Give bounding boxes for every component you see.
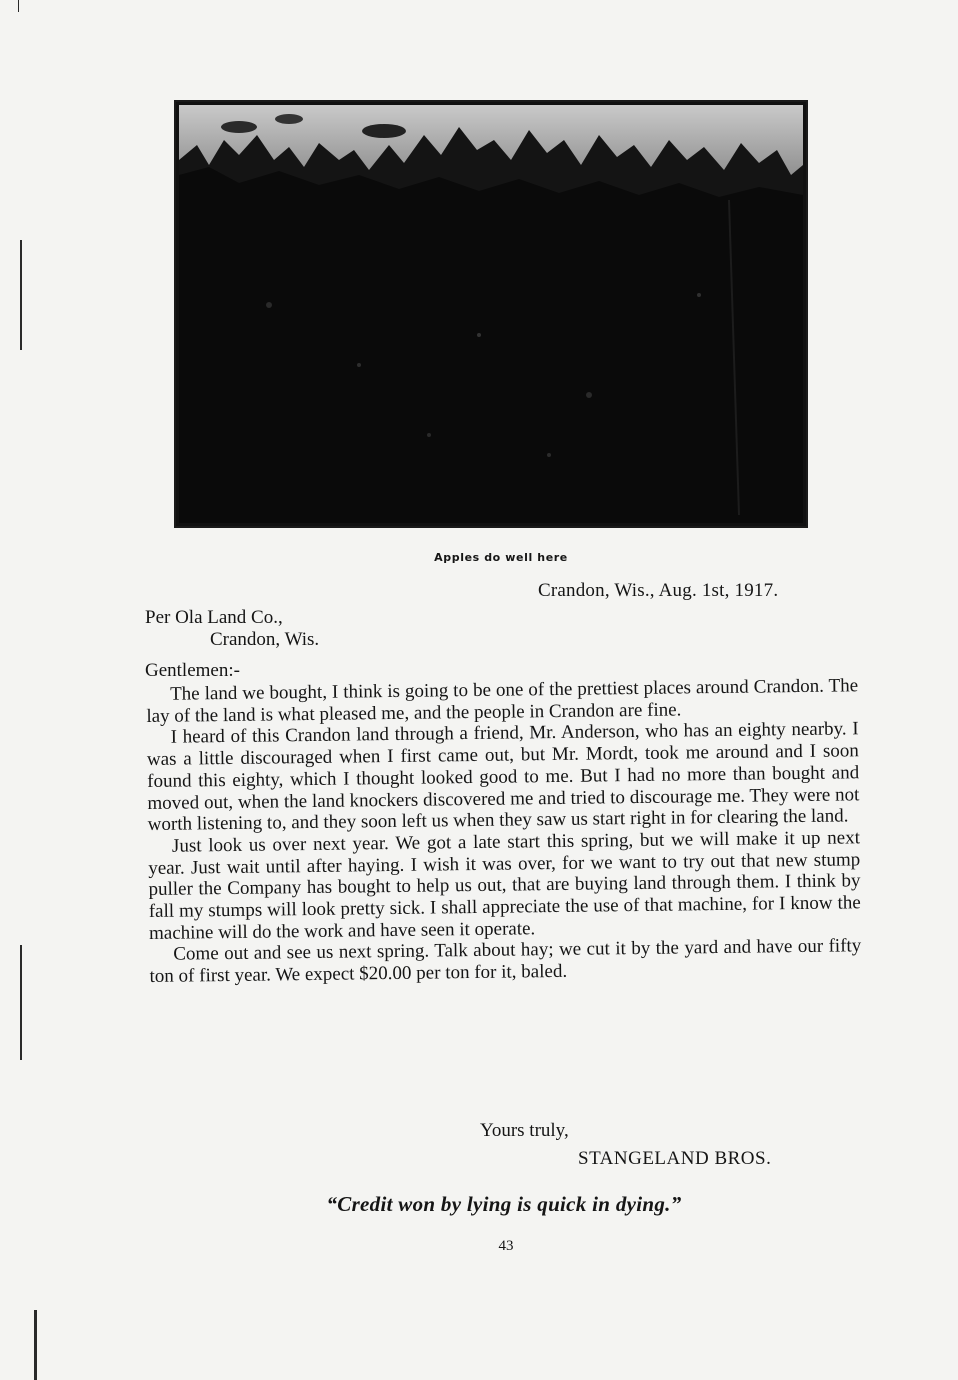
letter-paragraph: Just look us over next year. We got a late start this spring, but we will make it up next year. Just wait until after haying. I wish it was over, for we want to try out that new stump puller the Company has bought to help us out, that are buying land through them. I think by fall my stumps will look pretty sick. I shall appreciate the use of that machine, for I know the machine will do the work and have seen it operate. — [148, 827, 861, 944]
photo-image — [179, 105, 803, 523]
letter-body — [146, 675, 862, 988]
letter-paragraph: Come out and see us next spring. Talk about hay; we cut it by the yard and have our fifty ton of first year. We expect $20.00 per ton for it, baled. — [149, 935, 862, 988]
page-motto: “Credit won by lying is quick in dying.” — [326, 1192, 682, 1216]
photo-caption: Apples do well here — [434, 551, 568, 564]
letter-paragraph: I heard of this Crandon land through a friend, Mr. Anderson, who has an eighty nearby. I was a little discouraged when I first came out, but Mr. Mordt, took me around and I soon found this eighty, which I thought looked good to me. But I had no more than bought and moved out, when the land knockers discovered me and tried to discourage me. They were not worth listening to, and they soon left us when they saw us start right in for clearing the land. — [146, 718, 860, 836]
scan-edge-mark — [20, 240, 22, 350]
recipient-location: Crandon, Wis. — [210, 629, 320, 650]
page-number: 43 — [498, 1238, 514, 1254]
scan-edge-mark — [34, 1310, 37, 1380]
scan-edge-mark — [20, 945, 22, 1060]
letter-paragraph: The land we bought, I think is going to be one of the prettiest places around Crandon. The lay of the land is what pleased me, and the people in Crandon are fine. — [146, 675, 859, 727]
scan-edge-mark — [18, 0, 19, 12]
letter-closing: Yours truly, — [480, 1120, 569, 1141]
orchard-photograph — [174, 100, 808, 528]
letter-dateline: Crandon, Wis., Aug. 1st, 1917. — [538, 580, 779, 601]
letter-signature: STANGELAND BROS. — [578, 1148, 772, 1169]
recipient-name: Per Ola Land Co., — [145, 607, 283, 628]
letter-salutation: Gentlemen:- — [145, 660, 240, 681]
